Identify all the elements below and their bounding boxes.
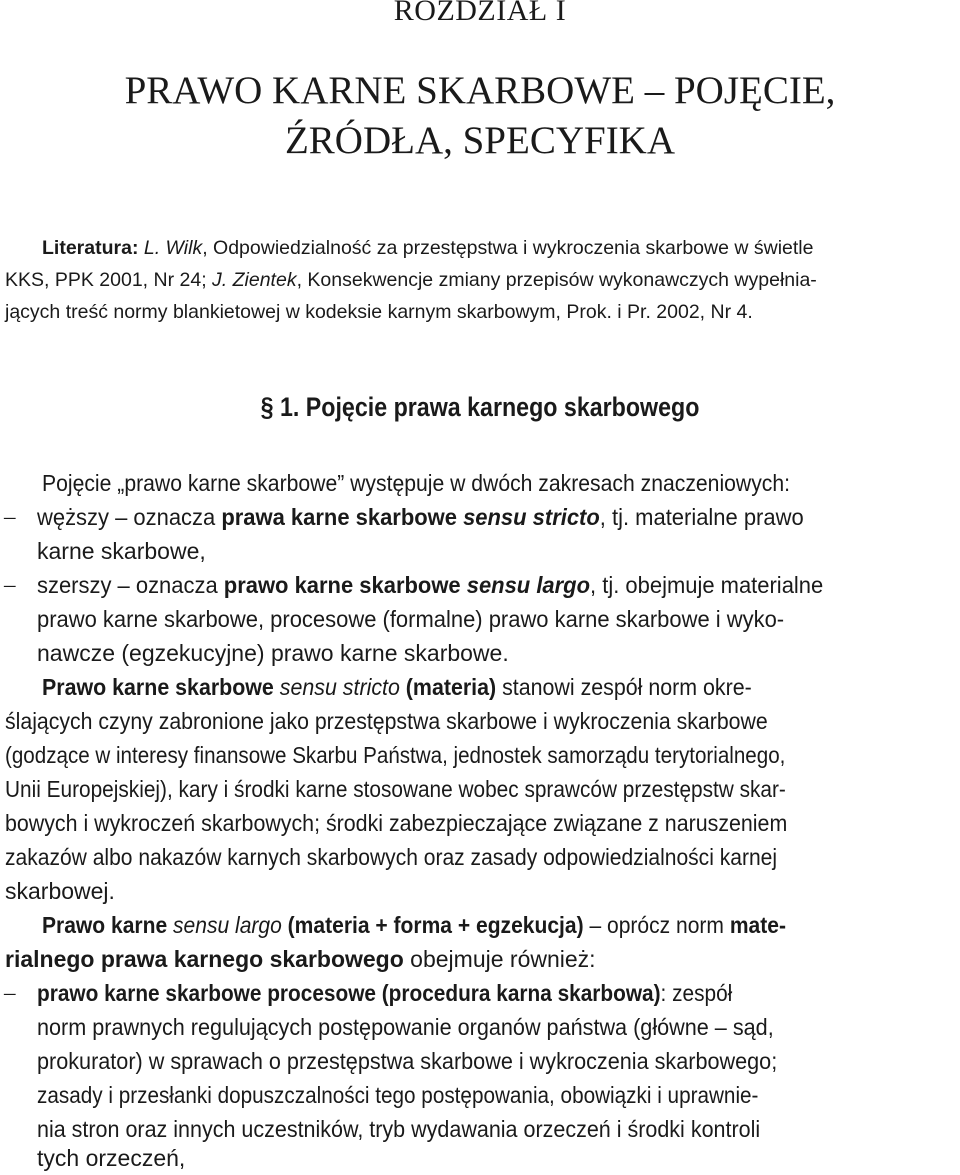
narrow-definition-cont: karne skarbowe, bbox=[37, 538, 206, 564]
broad-definition-cont-1: prawo karne skarbowe, procesowe (formalne) prawo karne skarbowe i wyko- bbox=[37, 606, 785, 632]
procedural-item-line-1: prawo karne skarbowe procesowe (procedura karna skarbowa): zespół bbox=[37, 980, 733, 1006]
literature-label: Literatura: bbox=[42, 237, 139, 259]
literature-line-3: jących treść normy blankietowej w kodeksie karnym skarbowym, Prok. i Pr. 2002, Nr 4. bbox=[5, 301, 753, 323]
paragraph-stricto-line-4: Unii Europejskiej), kary i środki karne stosowane wobec sprawców przestępstw skar- bbox=[5, 776, 786, 802]
paragraph-stricto-line-2: ślających czyny zabronione jako przestępstwa skarbowe i wykroczenia skarbowe bbox=[5, 708, 768, 734]
narrow-definition: węższy – oznacza prawa karne skarbowe sensu stricto, tj. materialne prawo bbox=[37, 504, 804, 530]
section-title: 1. Pojęcie prawa karnego skarbowego bbox=[279, 392, 700, 422]
list-dash: – bbox=[4, 504, 16, 529]
broad-definition: szerszy – oznacza prawo karne skarbowe sensu largo, tj. obejmuje materialne bbox=[37, 572, 824, 598]
section-heading bbox=[67, 392, 893, 423]
procedural-item-line-6: tych orzeczeń, bbox=[37, 1145, 186, 1171]
procedural-item-line-2: norm prawnych regulujących postępowanie organów państwa (główne – sąd, bbox=[37, 1014, 774, 1040]
paragraph-stricto-line-3: (godzące w interesy finansowe Skarbu Państwa, jednostek samorządu terytorialnego, bbox=[5, 742, 786, 768]
section-symbol: § bbox=[260, 392, 274, 422]
author-name: Wilk bbox=[165, 237, 203, 259]
intro-text: Pojęcie „prawo karne skarbowe” występuje w dwóch zakresach znaczeniowych: bbox=[42, 470, 791, 496]
broad-definition-cont-2: nawcze (egzekucyjne) prawo karne skarbowe. bbox=[37, 640, 509, 666]
paragraph-largo-line-2: rialnego prawa karnego skarbowego obejmuje również: bbox=[5, 946, 596, 972]
paragraph-stricto-line-5: bowych i wykroczeń skarbowych; środki zabezpieczające związane z naruszeniem bbox=[5, 810, 788, 836]
paragraph-largo-line-1: Prawo karne sensu largo (materia + forma + egzekucja) – oprócz norm mate- bbox=[42, 912, 786, 938]
chapter-label: ROZDZIAŁ I bbox=[393, 0, 567, 27]
literature-line-1: Literatura: L. Wilk, Odpowiedzialność za przestępstwa i wykroczenia skarbowe w świetle bbox=[42, 237, 814, 259]
paragraph-stricto-line-1: Prawo karne skarbowe sensu stricto (materia) stanowi zespół norm okre- bbox=[42, 674, 752, 700]
procedural-item-line-4: zasady i przesłanki dopuszczalności tego postępowania, obowiązki i uprawnie- bbox=[37, 1082, 759, 1108]
paragraph-stricto-line-7: skarbowej. bbox=[5, 878, 115, 904]
procedural-item-line-3: prokurator) w sprawach o przestępstwa skarbowe i wykroczenia skarbowego; bbox=[37, 1048, 778, 1074]
chapter-title-line-1: PRAWO KARNE SKARBOWE – POJĘCIE, bbox=[124, 69, 836, 112]
list-dash: – bbox=[4, 572, 16, 597]
literature-line-2: KKS, PPK 2001, Nr 24; J. Zientek, Konsekwencje zmiany przepisów wykonawczych wypełnia- bbox=[5, 269, 817, 291]
author-name: Zientek bbox=[232, 269, 297, 291]
procedural-item-line-5: nia stron oraz innych uczestników, tryb wydawania orzeczeń i środki kontroli bbox=[37, 1116, 761, 1142]
chapter-title-line-2: ŹRÓDŁA, SPECYFIKA bbox=[284, 119, 676, 162]
paragraph-stricto-line-6: zakazów albo nakazów karnych skarbowych oraz zasady odpowiedzialności karnej bbox=[5, 844, 778, 870]
list-dash: – bbox=[4, 980, 16, 1005]
